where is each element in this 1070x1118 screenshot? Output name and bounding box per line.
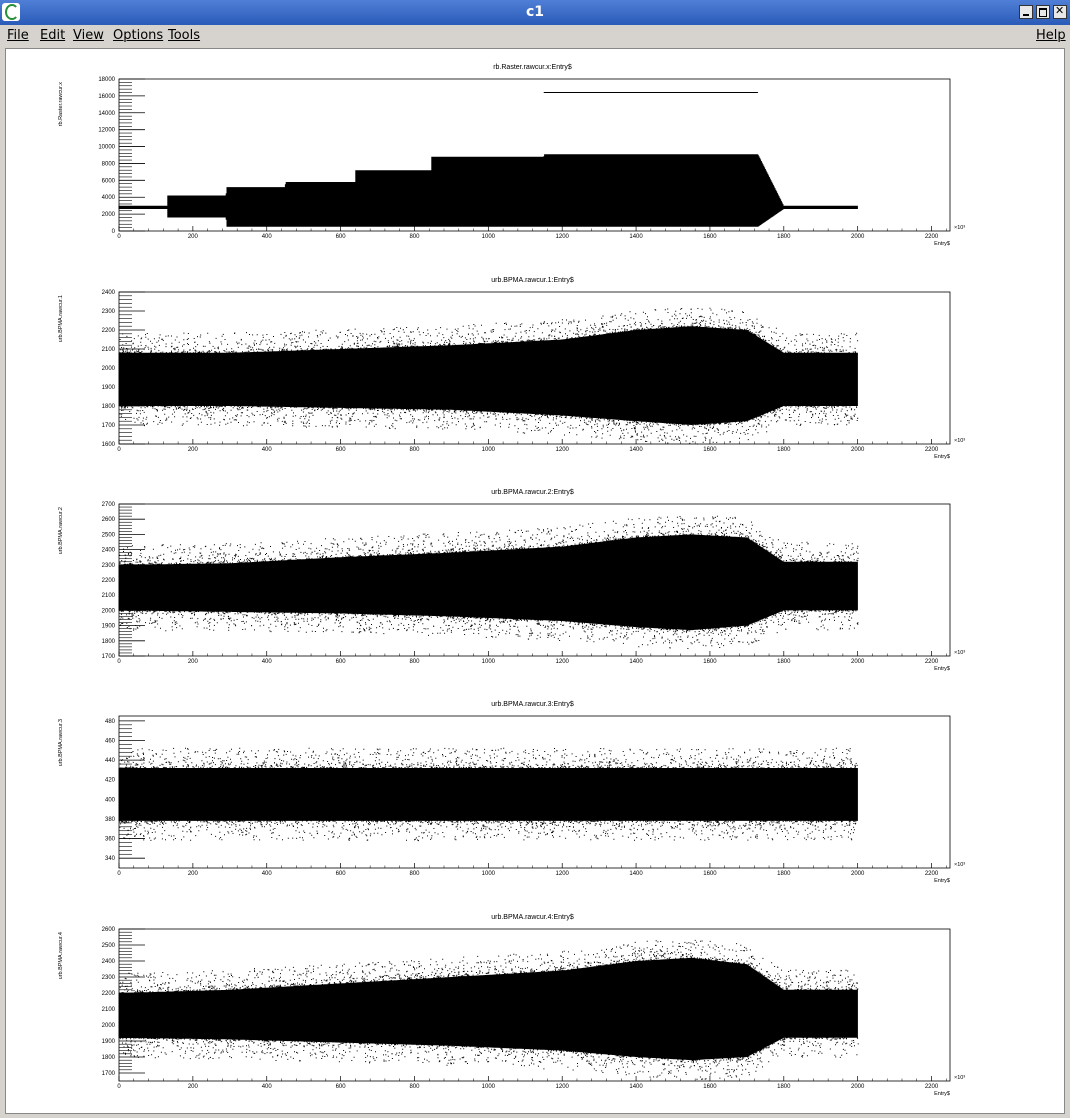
x-tick-label: 200 xyxy=(187,1084,198,1090)
y-tick-label: 360 xyxy=(104,836,115,843)
y-tick-label: 2400 xyxy=(101,959,115,965)
y-tick-label: 2100 xyxy=(101,593,115,600)
y-tick-label: 16000 xyxy=(98,93,115,100)
x-tick-label: 800 xyxy=(409,447,420,453)
x-axis-exponent: ×10³ xyxy=(954,225,966,231)
y-tick-label: 2000 xyxy=(101,608,115,615)
y-tick-label: 4000 xyxy=(101,195,115,202)
x-tick-label: 0 xyxy=(117,234,121,240)
x-tick-label: 2200 xyxy=(924,871,939,877)
y-tick-label: 2200 xyxy=(101,328,115,334)
y-tick-label: 2000 xyxy=(101,212,115,219)
x-tick-label: 400 xyxy=(261,871,272,877)
menu-edit[interactable]: Edit xyxy=(40,28,66,43)
y-tick-label: 420 xyxy=(104,777,115,784)
x-axis-exponent: ×10³ xyxy=(954,438,966,444)
y-tick-label: 2500 xyxy=(101,532,115,539)
x-tick-label: 2200 xyxy=(924,659,939,665)
x-tick-label: 2200 xyxy=(924,447,939,453)
x-tick-label: 1800 xyxy=(777,1084,791,1090)
y-tick-label: 400 xyxy=(104,797,115,804)
y-tick-label: 2100 xyxy=(101,1007,115,1013)
y-tick-label: 6000 xyxy=(101,178,115,185)
x-tick-label: 1000 xyxy=(481,1084,496,1090)
scatter-band xyxy=(119,768,857,821)
x-tick-label: 800 xyxy=(409,234,420,240)
y-tick-label: 8000 xyxy=(101,161,115,168)
x-tick-label: 1600 xyxy=(703,234,717,240)
menu-help[interactable]: Help xyxy=(1036,28,1066,43)
y-axis-label: urb.BPMA.rawcur.2 xyxy=(58,507,64,555)
plot-panel-1 xyxy=(58,64,965,247)
plot-title: urb.BPMA.rawcur.2:Entry$ xyxy=(491,489,574,496)
x-tick-label: 200 xyxy=(187,447,198,453)
x-tick-label: 1400 xyxy=(629,659,643,665)
x-tick-label: 2000 xyxy=(850,659,865,665)
y-tick-label: 1900 xyxy=(101,385,115,391)
x-tick-label: 1600 xyxy=(703,447,717,453)
y-tick-label: 1700 xyxy=(101,423,115,429)
x-axis-label: Entry$ xyxy=(934,666,950,672)
plots-svg xyxy=(6,49,1064,1113)
plot-title: urb.BPMA.rawcur.1:Entry$ xyxy=(491,277,574,284)
x-tick-label: 200 xyxy=(187,871,198,877)
y-tick-label: 1700 xyxy=(101,654,115,660)
x-tick-label: 400 xyxy=(261,659,272,665)
plot-title: urb.BPMA.rawcur.4:Entry$ xyxy=(491,914,574,921)
y-tick-label: 12000 xyxy=(98,127,115,134)
y-tick-label: 1900 xyxy=(101,623,115,630)
y-tick-label: 1600 xyxy=(101,442,115,448)
x-tick-label: 1800 xyxy=(777,871,791,877)
x-axis-label: Entry$ xyxy=(934,1091,950,1097)
x-tick-label: 0 xyxy=(117,871,121,877)
x-tick-label: 400 xyxy=(261,447,272,453)
x-tick-label: 1200 xyxy=(555,234,569,240)
y-tick-label: 380 xyxy=(104,816,115,823)
x-tick-label: 1000 xyxy=(481,234,496,240)
x-tick-label: 200 xyxy=(187,234,198,240)
close-icon[interactable] xyxy=(1053,5,1067,19)
minimize-icon[interactable] xyxy=(1019,5,1033,19)
y-tick-label: 18000 xyxy=(98,77,115,83)
y-tick-label: 2600 xyxy=(101,517,115,524)
y-tick-label: 460 xyxy=(104,738,115,745)
y-tick-label: 2500 xyxy=(101,943,115,949)
x-axis-exponent: ×10³ xyxy=(954,862,966,868)
plot-panel-3 xyxy=(58,489,965,672)
x-tick-label: 2000 xyxy=(850,1084,865,1090)
x-tick-label: 600 xyxy=(335,234,346,240)
x-tick-label: 1200 xyxy=(555,871,569,877)
x-tick-label: 1200 xyxy=(555,1084,569,1090)
y-tick-label: 480 xyxy=(104,718,115,725)
y-axis-label: rb.Raster.rawcur.x xyxy=(58,82,64,127)
x-tick-label: 2000 xyxy=(850,871,865,877)
y-tick-label: 2100 xyxy=(101,347,115,353)
scatter-band xyxy=(119,154,857,227)
x-tick-label: 2200 xyxy=(924,1084,939,1090)
x-tick-label: 1800 xyxy=(777,447,791,453)
plot-title: urb.BPMA.rawcur.3:Entry$ xyxy=(491,701,574,708)
x-tick-label: 1400 xyxy=(629,871,643,877)
x-tick-label: 1600 xyxy=(703,659,717,665)
maximize-icon[interactable] xyxy=(1036,5,1050,19)
x-tick-label: 600 xyxy=(335,447,346,453)
menu-file[interactable]: File xyxy=(7,28,29,43)
y-tick-label: 2300 xyxy=(101,562,115,569)
y-tick-label: 2400 xyxy=(101,290,115,296)
x-axis-exponent: ×10³ xyxy=(954,650,966,656)
y-tick-label: 2400 xyxy=(101,547,115,554)
x-tick-label: 0 xyxy=(117,1084,121,1090)
scatter-band xyxy=(119,326,857,425)
x-tick-label: 1200 xyxy=(555,659,569,665)
y-tick-label: 2000 xyxy=(101,1023,115,1029)
y-axis-label: urb.BPMA.rawcur.1 xyxy=(58,295,64,343)
x-axis-label: Entry$ xyxy=(934,878,950,884)
x-tick-label: 1400 xyxy=(629,1084,643,1090)
y-tick-label: 2200 xyxy=(101,991,115,997)
menu-options[interactable]: Options xyxy=(113,28,164,43)
plot-title: rb.Raster.rawcur.x:Entry$ xyxy=(493,64,572,71)
x-tick-label: 0 xyxy=(117,659,121,665)
x-tick-label: 2000 xyxy=(850,447,865,453)
x-tick-label: 1800 xyxy=(777,659,791,665)
y-axis-label: urb.BPMA.rawcur.4 xyxy=(58,932,64,980)
plot-panel-5 xyxy=(58,914,965,1097)
y-tick-label: 2200 xyxy=(101,578,115,584)
x-axis-label: Entry$ xyxy=(934,454,950,460)
y-tick-label: 2000 xyxy=(101,366,115,372)
x-tick-label: 600 xyxy=(335,659,346,665)
y-tick-label: 1800 xyxy=(101,404,115,410)
plot-panel-2 xyxy=(58,277,965,460)
menu-tools[interactable]: Tools xyxy=(168,28,201,43)
x-tick-label: 400 xyxy=(261,234,272,240)
x-tick-label: 1000 xyxy=(481,447,496,453)
window-titlebar[interactable] xyxy=(0,0,1070,25)
y-tick-label: 2600 xyxy=(101,927,115,933)
y-tick-label: 1800 xyxy=(101,638,115,645)
x-tick-label: 1600 xyxy=(703,871,717,877)
y-tick-label: 2700 xyxy=(101,502,115,508)
y-tick-label: 14000 xyxy=(98,110,115,117)
x-tick-label: 800 xyxy=(409,871,420,877)
y-tick-label: 1700 xyxy=(101,1071,115,1077)
x-tick-label: 600 xyxy=(335,871,346,877)
y-tick-label: 10000 xyxy=(98,144,115,151)
x-tick-label: 2000 xyxy=(850,234,865,240)
y-tick-label: 2300 xyxy=(101,975,115,981)
x-tick-label: 1200 xyxy=(555,447,569,453)
y-tick-label: 340 xyxy=(104,856,115,863)
x-tick-label: 1600 xyxy=(703,1084,717,1090)
plot-canvas[interactable] xyxy=(5,48,1065,1114)
y-tick-label: 1800 xyxy=(101,1055,115,1061)
y-tick-label: 1900 xyxy=(101,1039,115,1045)
x-tick-label: 1800 xyxy=(777,234,791,240)
plot-panel-4 xyxy=(58,701,965,884)
x-axis-exponent: ×10³ xyxy=(954,1075,966,1081)
y-tick-label: 0 xyxy=(111,229,115,235)
x-tick-label: 600 xyxy=(335,1084,346,1090)
x-tick-label: 1000 xyxy=(481,871,496,877)
x-tick-label: 400 xyxy=(261,1084,272,1090)
x-tick-label: 200 xyxy=(187,659,198,665)
x-tick-label: 800 xyxy=(409,659,420,665)
menu-bar xyxy=(0,25,1070,47)
x-tick-label: 1400 xyxy=(629,447,643,453)
x-tick-label: 1000 xyxy=(481,659,496,665)
y-axis-label: urb.BPMA.rawcur.3 xyxy=(58,719,64,767)
window-title: c1 xyxy=(525,4,545,20)
menu-view[interactable]: View xyxy=(73,28,104,43)
x-tick-label: 1400 xyxy=(629,234,643,240)
x-tick-label: 0 xyxy=(117,447,121,453)
y-tick-label: 440 xyxy=(104,758,115,765)
x-axis-label: Entry$ xyxy=(934,241,950,247)
x-tick-label: 2200 xyxy=(924,234,939,240)
x-tick-label: 800 xyxy=(409,1084,420,1090)
y-tick-label: 2300 xyxy=(101,309,115,315)
